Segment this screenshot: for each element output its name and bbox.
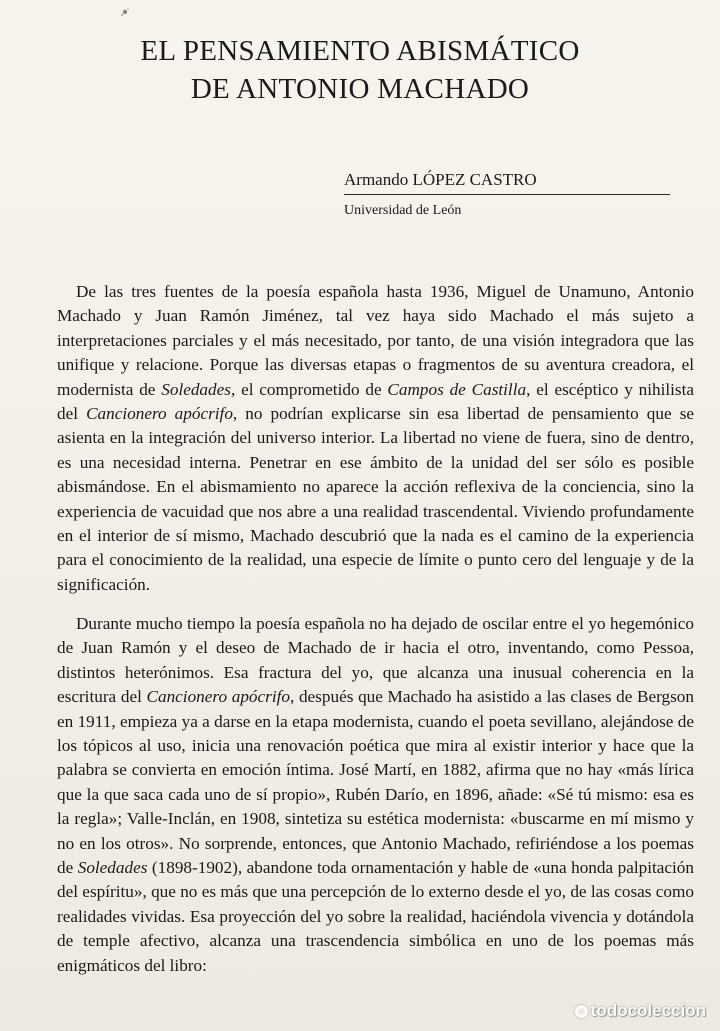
page-title-line-1: EL PENSAMIENTO ABISMÁTICO: [140, 35, 580, 67]
watermark: [575, 1001, 706, 1021]
paragraph-text: , el escéptico y nihilista del: [57, 379, 695, 424]
paragraph-text: , después que Machado ha asistido a las clases de Bergson en 1911, empieza ya a darse en la etapa modernista, cuando el poeta sevillano, alejándose de los tópicos al uso, inicia una renovación poética que mira al existir interior y hace que la palabra se convierta en emoción íntima. José Martí, en 1882, afirma que no hay «más lírica que la que saca cada uno de sí propio», Rubén Darío, en 1896, añade: «Sé tú mismo: esa es la regla»; Valle-Inclán, en 1908, sintetiza su estética modernista: «buscarme en mí mismo y no en los otros». No sorprende, entonces, que Antonio Machado, refiriéndose a los poemas de: [57, 687, 694, 878]
paragraph-text: (1898-1902), abandone toda ornamentación y hable de «una honda palpitación del espíritu», que no es más que una percepción de lo externo desde el yo, de las cosas como realidades vividas. Esa proyección del yo sobre la realidad, haciéndola vivencia y dotándola de temple afectivo, alcanza una trascendencia simbólica en uno de los poemas más enigmáticos del libro:: [57, 858, 694, 975]
paragraph-text: , el comprometido de: [230, 379, 388, 399]
body-paragraph-1: [57, 280, 694, 597]
watermark-logo-icon: [575, 1005, 588, 1018]
paragraph-text: , no podrían explicarse sin esa libertad de pensamiento que se asienta en la integración del universo interior. La libertad no viene de fuera, sino de dentro, es una necesidad interna. Penetrar en ese ámbito de la unidad del ser sólo es posible abismándose. En el abismamiento no aparece la acción reflexiva de la conciencia, sino la experiencia de vacuidad que nos abre a una realidad trascendental. Viviendo profundamente en el interior de sí mismo, Machado descubrió que la nada es el camino de la experiencia para el conocimiento de la realidad, una especie de límite o punto cero del lenguaje y de la significación.: [57, 404, 695, 594]
italic-title-text: Cancionero apócrifo: [146, 687, 290, 707]
body-paragraph-2: [57, 612, 694, 978]
italic-title-text: Campos de Castilla: [387, 379, 527, 399]
paragraph-text: De las tres fuentes de la poesía española hasta 1936, Miguel de Unamuno, Antonio Machado y Juan Ramón Jiménez, tal vez haya sido Machado el más sujeto a interpretaciones parciales y el más necesitado, por tanto, de una visión integradora que las unifique y relacione. Porque las diversas etapas o fragmentos de su aventura creadora, el modernista de: [57, 282, 694, 399]
paragraph-text: Durante mucho tiempo la poesía española no ha dejado de oscilar entre el yo hegemónico de Juan Ramón y el deseo de Machado de ir hacia el otro, inventando, como Pessoa, distintos heterónimos. Esa fractura del yo, que alcanza una inusual coherencia en la escritura del: [57, 614, 694, 707]
author-affiliation: Universidad de León: [344, 203, 462, 218]
page-title-line-2: DE ANTONIO MACHADO: [190, 73, 530, 105]
ink-speck-icon: [118, 6, 132, 20]
italic-title-text: Soledades: [161, 379, 231, 399]
author-name: Armando LÓPEZ CASTRO: [344, 168, 670, 195]
watermark-text: todocoleccion: [590, 1001, 706, 1020]
italic-title-text: Cancionero apócrifo: [86, 404, 233, 424]
italic-title-text: Soledades: [77, 858, 148, 878]
